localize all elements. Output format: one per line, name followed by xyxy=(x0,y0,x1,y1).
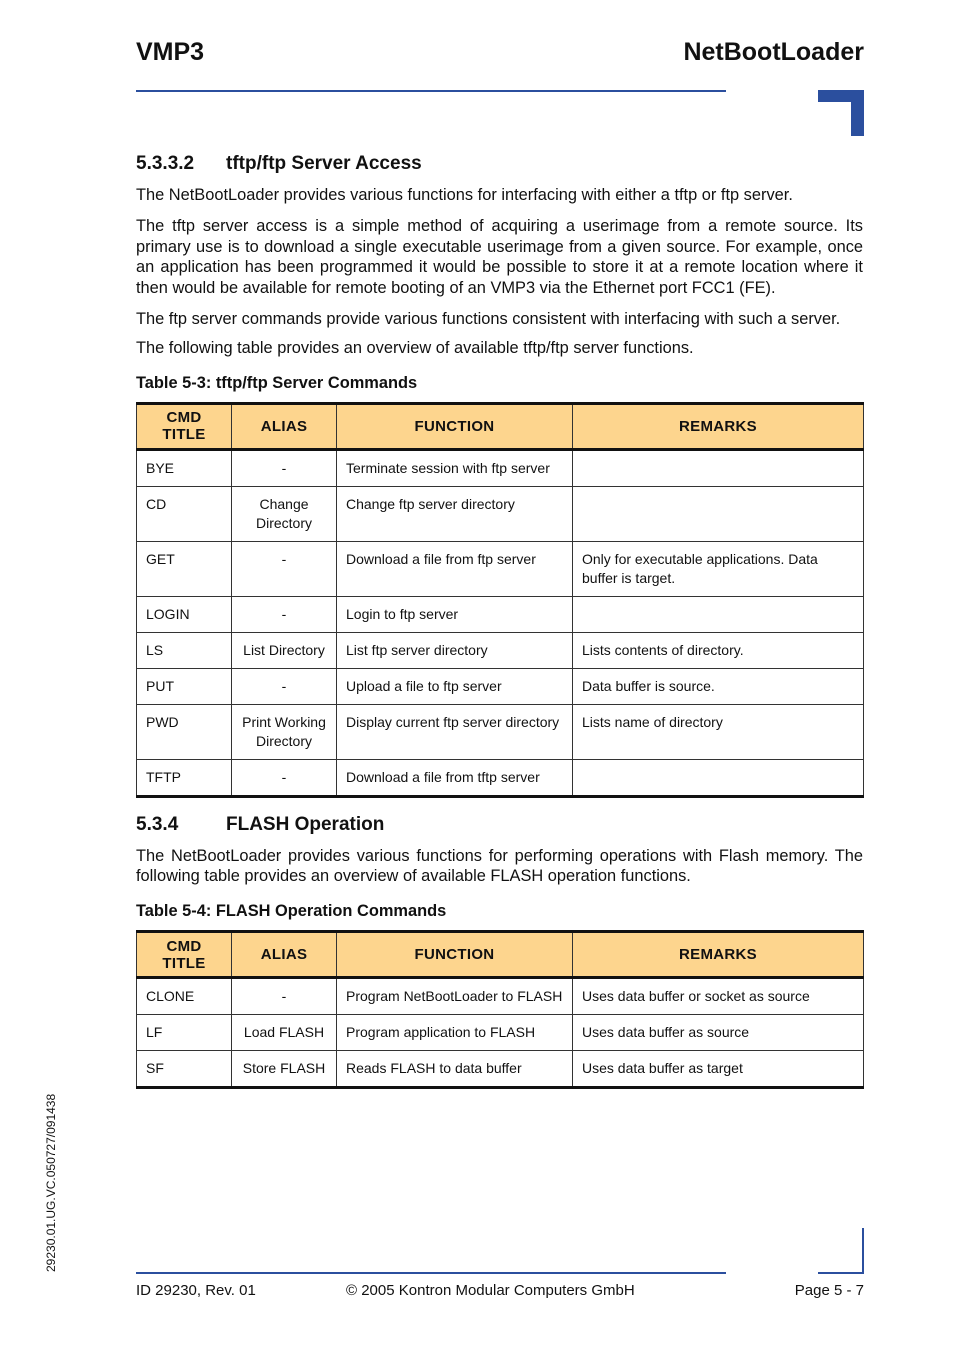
table-row xyxy=(137,1015,864,1051)
table-row xyxy=(137,449,864,486)
table-header-row xyxy=(137,932,864,978)
page-content xyxy=(136,152,863,1089)
cmd-cell: LOGIN xyxy=(137,596,232,632)
alias-cell: Change Directory xyxy=(232,486,337,541)
table-row xyxy=(137,668,864,704)
cmd-cell: LF xyxy=(137,1015,232,1051)
footer-page-number: Page 5 - 7 xyxy=(794,1282,864,1299)
header-rule xyxy=(136,90,726,92)
remarks-cell: Uses data buffer or socket as source xyxy=(573,978,864,1015)
cmd-cell: SF xyxy=(137,1051,232,1088)
paragraph: The following table provides an overview of available tftp/ftp server functions. xyxy=(136,338,694,357)
remarks-cell: Lists contents of directory. xyxy=(573,632,864,668)
table-header-row xyxy=(137,403,864,449)
cmd-cell: GET xyxy=(137,541,232,596)
paragraph: The NetBootLoader provides various functions for interfacing with either a tftp or ftp server. xyxy=(136,186,793,204)
alias-cell: - xyxy=(232,978,337,1015)
function-cell: Upload a file to ftp server xyxy=(337,668,573,704)
paragraph: The ftp server commands provide various functions consistent with interfacing with such a server. xyxy=(136,309,841,328)
table-row xyxy=(137,632,864,668)
remarks-cell xyxy=(573,486,864,541)
remarks-cell xyxy=(573,449,864,486)
function-cell: List ftp server directory xyxy=(337,632,573,668)
remarks-cell: Lists name of directory xyxy=(573,704,864,759)
cmd-cell: BYE xyxy=(137,449,232,486)
cmd-cell: CLONE xyxy=(137,978,232,1015)
col-header: REMARKS xyxy=(573,403,864,449)
col-header: CMD TITLE xyxy=(137,403,232,449)
footer-doc-id: ID 29230, Rev. 01 xyxy=(136,1282,256,1299)
col-header: FUNCTION xyxy=(337,932,573,978)
function-cell: Change ftp server directory xyxy=(337,486,573,541)
corner-mark-bottom xyxy=(818,1228,864,1274)
table-row xyxy=(137,978,864,1015)
function-cell: Reads FLASH to data buffer xyxy=(337,1051,573,1088)
cmd-cell: PWD xyxy=(137,704,232,759)
function-cell: Program NetBootLoader to FLASH xyxy=(337,978,573,1015)
tftp-ftp-commands-table xyxy=(136,402,864,798)
col-header: CMD TITLE xyxy=(137,932,232,978)
remarks-cell: Uses data buffer as source xyxy=(573,1015,864,1051)
section-heading-flash: 5.3.4 FLASH Operation xyxy=(136,813,385,835)
alias-cell: Store FLASH xyxy=(232,1051,337,1088)
alias-cell: - xyxy=(232,668,337,704)
remarks-cell xyxy=(573,759,864,796)
cmd-cell: PUT xyxy=(137,668,232,704)
paragraph: The NetBootLoader provides various functions for performing operations with Flash memory. The following table provides an overview of available FLASH operation functions. xyxy=(136,846,863,886)
function-cell: Terminate session with ftp server xyxy=(337,449,573,486)
remarks-cell xyxy=(573,596,864,632)
flash-commands-table xyxy=(136,930,864,1089)
function-cell: Program application to FLASH xyxy=(337,1015,573,1051)
remarks-cell: Data buffer is source. xyxy=(573,668,864,704)
alias-cell: - xyxy=(232,596,337,632)
table-row xyxy=(137,541,864,596)
col-header: ALIAS xyxy=(232,403,337,449)
table-row xyxy=(137,486,864,541)
col-header: REMARKS xyxy=(573,932,864,978)
remarks-cell: Uses data buffer as target xyxy=(573,1051,864,1088)
table-row xyxy=(137,759,864,796)
cmd-cell: TFTP xyxy=(137,759,232,796)
function-cell: Download a file from ftp server xyxy=(337,541,573,596)
alias-cell: List Directory xyxy=(232,632,337,668)
document-code: 29230.01.UG.VC.050727/091438 xyxy=(44,1093,58,1272)
remarks-cell: Only for executable applications. Data buffer is target. xyxy=(573,541,864,596)
table-row xyxy=(137,1051,864,1088)
section-heading-tftp: 5.3.3.2 tftp/ftp Server Access xyxy=(136,153,422,174)
alias-cell: - xyxy=(232,449,337,486)
function-cell: Download a file from tftp server xyxy=(337,759,573,796)
table-caption: Table 5-3: tftp/ftp Server Commands xyxy=(136,373,418,392)
function-cell: Display current ftp server directory xyxy=(337,704,573,759)
doc-title-left: VMP3 xyxy=(136,38,205,66)
paragraph: The tftp server access is a simple method of acquiring a userimage from a remote source. Its primary use is to download a single executable userimage from a given source. For example, once an application has been programmed it would be possible to store it at a remote location where it then would be available for remote booting of an VMP3 via the Ethernet port FCC1 (FE). xyxy=(136,216,863,298)
footer-rule xyxy=(136,1272,726,1274)
col-header: FUNCTION xyxy=(337,403,573,449)
function-cell: Login to ftp server xyxy=(337,596,573,632)
corner-mark-top xyxy=(818,90,864,136)
table-row xyxy=(137,596,864,632)
footer-copyright: © 2005 Kontron Modular Computers GmbH xyxy=(346,1282,635,1299)
cmd-cell: LS xyxy=(137,632,232,668)
alias-cell: - xyxy=(232,759,337,796)
col-header: ALIAS xyxy=(232,932,337,978)
doc-title-right: NetBootLoader xyxy=(683,38,864,66)
table-caption: Table 5-4: FLASH Operation Commands xyxy=(136,902,447,921)
alias-cell: Load FLASH xyxy=(232,1015,337,1051)
alias-cell: - xyxy=(232,541,337,596)
cmd-cell: CD xyxy=(137,486,232,541)
alias-cell: Print Working Directory xyxy=(232,704,337,759)
table-row xyxy=(137,704,864,759)
